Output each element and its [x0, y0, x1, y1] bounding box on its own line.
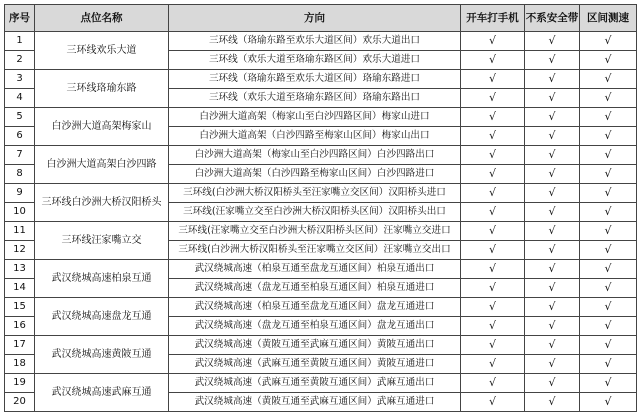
table-row	[5, 70, 637, 89]
direction-text: 武汉绕城高速（盘龙互通至柏泉互通区间）盘龙互通出口	[169, 317, 461, 336]
speed-check: √	[580, 317, 637, 336]
location-name: 三环线珞瑜东路	[35, 70, 169, 108]
table-row	[5, 336, 637, 355]
speed-check: √	[580, 393, 637, 412]
direction-text: 三环线(白沙洲大桥汉阳桥头至汪家嘴立交区间）汪家嘴立交出口	[169, 241, 461, 260]
speed-check: √	[580, 279, 637, 298]
phone-check: √	[461, 127, 525, 146]
row-number: 6	[5, 127, 35, 146]
speed-check: √	[580, 108, 637, 127]
belt-check: √	[525, 89, 580, 108]
location-name: 武汉绕城高速柏泉互通	[35, 260, 169, 298]
belt-check: √	[525, 222, 580, 241]
location-name: 三环线白沙洲大桥汉阳桥头	[35, 184, 169, 222]
row-number: 11	[5, 222, 35, 241]
belt-check: √	[525, 32, 580, 51]
phone-check: √	[461, 279, 525, 298]
direction-text: 三环线(汪家嘴立交至白沙洲大桥汉阳桥头区间）汪家嘴立交进口	[169, 222, 461, 241]
direction-text: 武汉绕城高速（柏泉互通至盘龙互通区间）柏泉互通出口	[169, 260, 461, 279]
speed-check: √	[580, 355, 637, 374]
belt-check: √	[525, 279, 580, 298]
table-row	[5, 108, 637, 127]
phone-check: √	[461, 70, 525, 89]
belt-check: √	[525, 146, 580, 165]
direction-text: 武汉绕城高速（武麻互通至黄陂互通区间）黄陂互通进口	[169, 355, 461, 374]
phone-check: √	[461, 51, 525, 70]
phone-check: √	[461, 108, 525, 127]
phone-check: √	[461, 298, 525, 317]
header-speed: 区间测速	[580, 5, 637, 32]
belt-check: √	[525, 374, 580, 393]
phone-check: √	[461, 374, 525, 393]
direction-text: 三环线（欢乐大道至珞瑜东路区间）欢乐大道进口	[169, 51, 461, 70]
row-number: 14	[5, 279, 35, 298]
speed-check: √	[580, 165, 637, 184]
phone-check: √	[461, 317, 525, 336]
direction-text: 三环线(白沙洲大桥汉阳桥头至汪家嘴立交区间）汉阳桥头进口	[169, 184, 461, 203]
belt-check: √	[525, 260, 580, 279]
speed-check: √	[580, 241, 637, 260]
speed-check: √	[580, 298, 637, 317]
row-number: 16	[5, 317, 35, 336]
row-number: 19	[5, 374, 35, 393]
phone-check: √	[461, 89, 525, 108]
direction-text: 白沙洲大道高架（白沙四路至梅家山区间）白沙四路进口	[169, 165, 461, 184]
row-number: 3	[5, 70, 35, 89]
checkpoint-table	[4, 4, 637, 412]
direction-text: 三环线（珞瑜东路至欢乐大道区间）珞瑜东路进口	[169, 70, 461, 89]
direction-text: 武汉绕城高速（盘龙互通至柏泉互通区间）柏泉互通进口	[169, 279, 461, 298]
belt-check: √	[525, 355, 580, 374]
row-number: 5	[5, 108, 35, 127]
speed-check: √	[580, 32, 637, 51]
phone-check: √	[461, 146, 525, 165]
row-number: 15	[5, 298, 35, 317]
table-row	[5, 222, 637, 241]
belt-check: √	[525, 393, 580, 412]
header-location: 点位名称	[35, 5, 169, 32]
row-number: 12	[5, 241, 35, 260]
header-row	[5, 5, 637, 32]
direction-text: 武汉绕城高速（武麻互通至黄陂互通区间）武麻互通出口	[169, 374, 461, 393]
table-row	[5, 298, 637, 317]
belt-check: √	[525, 241, 580, 260]
header-direction: 方向	[169, 5, 461, 32]
belt-check: √	[525, 70, 580, 89]
phone-check: √	[461, 222, 525, 241]
speed-check: √	[580, 51, 637, 70]
table-row	[5, 260, 637, 279]
speed-check: √	[580, 89, 637, 108]
phone-check: √	[461, 165, 525, 184]
row-number: 1	[5, 32, 35, 51]
speed-check: √	[580, 222, 637, 241]
row-number: 13	[5, 260, 35, 279]
phone-check: √	[461, 32, 525, 51]
table-row	[5, 32, 637, 51]
direction-text: 武汉绕城高速（黄陂互通至武麻互通区间）武麻互通进口	[169, 393, 461, 412]
belt-check: √	[525, 203, 580, 222]
table-row	[5, 374, 637, 393]
belt-check: √	[525, 51, 580, 70]
belt-check: √	[525, 336, 580, 355]
row-number: 10	[5, 203, 35, 222]
row-number: 2	[5, 51, 35, 70]
row-number: 17	[5, 336, 35, 355]
belt-check: √	[525, 317, 580, 336]
belt-check: √	[525, 108, 580, 127]
phone-check: √	[461, 184, 525, 203]
phone-check: √	[461, 203, 525, 222]
direction-text: 武汉绕城高速（柏泉互通至盘龙互通区间）盘龙互通进口	[169, 298, 461, 317]
header-phone: 开车打手机	[461, 5, 525, 32]
phone-check: √	[461, 393, 525, 412]
speed-check: √	[580, 146, 637, 165]
phone-check: √	[461, 241, 525, 260]
location-name: 白沙洲大道高架梅家山	[35, 108, 169, 146]
speed-check: √	[580, 184, 637, 203]
location-name: 白沙洲大道高架白沙四路	[35, 146, 169, 184]
row-number: 9	[5, 184, 35, 203]
row-number: 7	[5, 146, 35, 165]
phone-check: √	[461, 355, 525, 374]
belt-check: √	[525, 298, 580, 317]
direction-text: 武汉绕城高速（黄陂互通至武麻互通区间）黄陂互通出口	[169, 336, 461, 355]
table-container	[4, 4, 637, 412]
direction-text: 白沙洲大道高架（梅家山至白沙四路区间）梅家山进口	[169, 108, 461, 127]
direction-text: 三环线（欢乐大道至珞瑜东路区间）珞瑜东路出口	[169, 89, 461, 108]
belt-check: √	[525, 184, 580, 203]
belt-check: √	[525, 127, 580, 146]
row-number: 18	[5, 355, 35, 374]
location-name: 武汉绕城高速武麻互通	[35, 374, 169, 412]
header-belt: 不系安全带	[525, 5, 580, 32]
direction-text: 三环线(汪家嘴立交至白沙洲大桥汉阳桥头区间）汉阳桥头出口	[169, 203, 461, 222]
speed-check: √	[580, 127, 637, 146]
speed-check: √	[580, 374, 637, 393]
belt-check: √	[525, 165, 580, 184]
speed-check: √	[580, 260, 637, 279]
row-number: 4	[5, 89, 35, 108]
header-no: 序号	[5, 5, 35, 32]
location-name: 三环线欢乐大道	[35, 32, 169, 70]
table-row	[5, 184, 637, 203]
location-name: 三环线汪家嘴立交	[35, 222, 169, 260]
table-row	[5, 146, 637, 165]
phone-check: √	[461, 336, 525, 355]
location-name: 武汉绕城高速盘龙互通	[35, 298, 169, 336]
speed-check: √	[580, 203, 637, 222]
direction-text: 白沙洲大道高架（白沙四路至梅家山区间）梅家山出口	[169, 127, 461, 146]
speed-check: √	[580, 70, 637, 89]
row-number: 20	[5, 393, 35, 412]
direction-text: 三环线（珞瑜东路至欢乐大道区间）欢乐大道出口	[169, 32, 461, 51]
row-number: 8	[5, 165, 35, 184]
direction-text: 白沙洲大道高架（梅家山至白沙四路区间）白沙四路出口	[169, 146, 461, 165]
speed-check: √	[580, 336, 637, 355]
location-name: 武汉绕城高速黄陂互通	[35, 336, 169, 374]
phone-check: √	[461, 260, 525, 279]
